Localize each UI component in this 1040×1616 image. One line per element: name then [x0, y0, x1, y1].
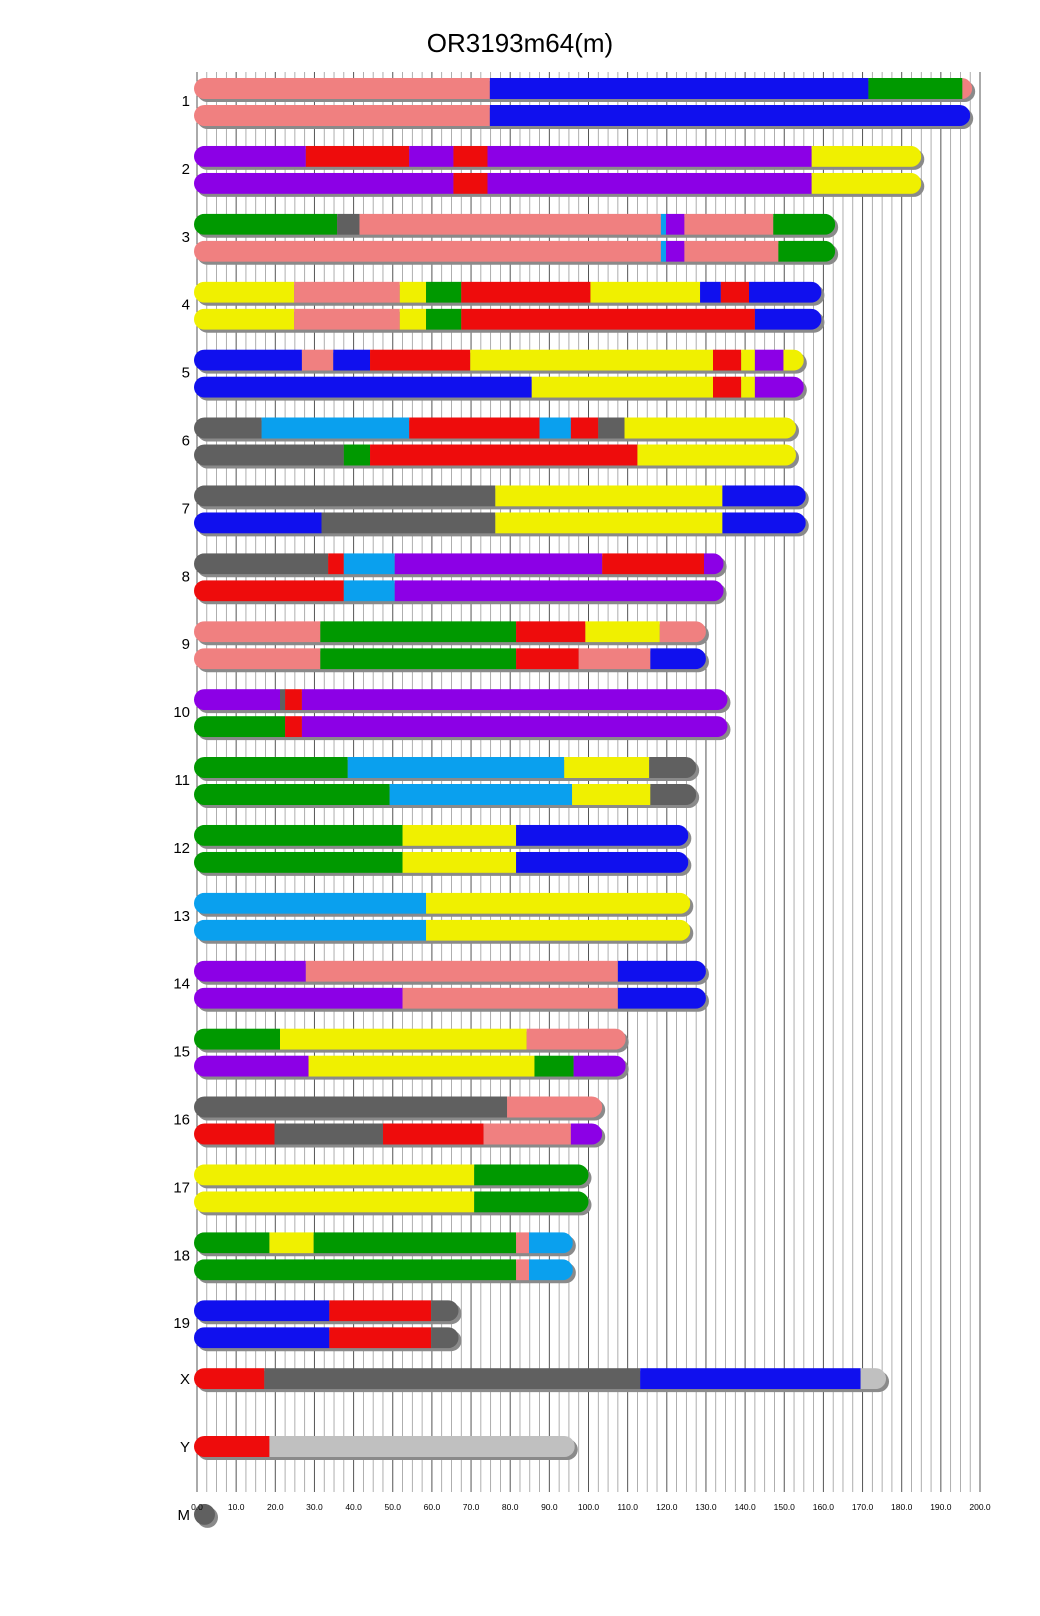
x-tick-label: 0.0: [191, 1502, 203, 1512]
chromosome-6-haplotype-1: [194, 418, 799, 442]
segment-lightgray: [269, 1436, 574, 1457]
segment-salmon: [359, 214, 660, 235]
segment-gray: [194, 445, 344, 466]
chromosome-19-haplotype-1: [194, 1300, 462, 1324]
segment-blue: [722, 485, 805, 506]
chromosome-13-haplotype-2: [194, 920, 693, 944]
chromosome-12-haplotype-2: [194, 852, 691, 876]
segment-yellow: [194, 282, 294, 303]
segment-red: [370, 350, 470, 371]
segment-gray: [431, 1300, 458, 1321]
chromosome-label-7: 7: [181, 500, 190, 518]
segment-salmon: [194, 78, 490, 99]
segment-blue: [194, 377, 532, 398]
x-tick-label: 50.0: [384, 1502, 402, 1512]
chromosome-18-haplotype-2: [194, 1259, 576, 1283]
x-tick-label: 90.0: [541, 1502, 558, 1512]
chromosome-11-haplotype-1: [194, 757, 699, 781]
segment-yellow: [637, 445, 796, 466]
chromosome-15-haplotype-2: [194, 1056, 629, 1080]
chromosome-4-haplotype-1: [194, 282, 824, 306]
chromosome-bars: [194, 78, 975, 1528]
chart-title: OR3193m64(m): [426, 28, 614, 58]
chromosome-16-haplotype-1: [194, 1097, 605, 1121]
segment-purple: [574, 1056, 626, 1077]
segment-salmon: [516, 1232, 529, 1253]
segment-gray: [280, 689, 285, 710]
segment-red: [409, 418, 539, 439]
chromosome-label-10: 10: [173, 704, 190, 722]
x-tick-label: 40.0: [345, 1502, 362, 1512]
chromosome-9-haplotype-1: [194, 621, 709, 645]
chromosome-label-9: 9: [181, 636, 190, 654]
segment-red: [571, 418, 598, 439]
segment-blue: [194, 350, 302, 371]
segment-salmon: [403, 988, 618, 1009]
segment-purple: [409, 146, 453, 167]
segment-cyan: [262, 418, 410, 439]
chromosome-label-11: 11: [174, 772, 190, 789]
chromosome-label-6: 6: [181, 432, 190, 450]
segment-cyan: [348, 757, 564, 778]
chromosome-10-haplotype-2: [194, 716, 730, 740]
segment-blue: [194, 1327, 329, 1348]
segment-red: [516, 621, 585, 642]
x-tick-label: 160.0: [812, 1502, 835, 1512]
chromosome-label-15: 15: [173, 1043, 190, 1061]
segment-green: [320, 648, 516, 669]
chromosome-8-haplotype-1: [194, 553, 727, 577]
segment-yellow: [194, 1191, 474, 1212]
segment-yellow: [194, 1164, 474, 1185]
segment-cyan: [344, 553, 395, 574]
segment-red: [306, 146, 409, 167]
segment-yellow: [470, 350, 713, 371]
x-tick-label: 110.0: [617, 1502, 638, 1512]
x-tick-label: 30.0: [306, 1502, 323, 1512]
chromosome-7-haplotype-2: [194, 512, 809, 536]
segment-green: [773, 214, 835, 235]
chromosome-label-5: 5: [181, 364, 190, 382]
segment-cyan: [344, 580, 395, 601]
segment-blue: [640, 1368, 860, 1389]
segment-green: [194, 784, 390, 805]
segment-salmon: [527, 1029, 626, 1050]
segment-yellow: [403, 852, 517, 873]
segment-blue: [755, 309, 822, 330]
x-tick-label: 10.0: [227, 1502, 245, 1512]
chromosome-1-haplotype-2: [194, 105, 973, 129]
segment-salmon: [507, 1097, 602, 1118]
x-tick-label: 20.0: [267, 1502, 284, 1512]
segment-yellow: [400, 282, 426, 303]
segment-blue: [516, 852, 688, 873]
chromosome-label-12: 12: [173, 839, 190, 857]
segment-blue: [516, 825, 688, 846]
segment-salmon: [484, 1124, 571, 1145]
segment-gray: [194, 418, 262, 439]
chromosome-label-2: 2: [181, 160, 190, 178]
segment-red: [370, 445, 637, 466]
segment-green: [194, 1029, 280, 1050]
segment-blue: [618, 961, 706, 982]
segment-blue: [618, 988, 706, 1009]
x-tick-label: 120.0: [656, 1502, 678, 1512]
chromosome-5-haplotype-2: [194, 377, 807, 401]
segment-green: [534, 1056, 573, 1077]
x-tick-label: 170.0: [851, 1502, 874, 1512]
segment-cyan: [194, 893, 426, 914]
chromosome-8-haplotype-2: [194, 580, 727, 604]
segment-yellow: [625, 418, 796, 439]
segment-red: [721, 282, 749, 303]
x-tick-label: 200.0: [969, 1502, 991, 1512]
segment-purple: [194, 988, 403, 1009]
chromosome-4-haplotype-2: [194, 309, 824, 333]
segment-purple: [302, 689, 728, 710]
segment-red: [194, 1436, 269, 1457]
x-tick-label: 150.0: [773, 1502, 795, 1512]
chromosome-11-haplotype-2: [194, 784, 699, 808]
segment-red: [453, 173, 487, 194]
chromosome-Y-haplotype-1: [194, 1436, 578, 1460]
segment-blue: [194, 1300, 329, 1321]
chromosome-label-14: 14: [173, 975, 190, 993]
segment-salmon: [660, 621, 706, 642]
segment-purple: [395, 580, 724, 601]
chromosome-label-1: 1: [181, 93, 190, 110]
chromosome-label-13: 13: [173, 907, 190, 925]
segment-salmon: [194, 621, 320, 642]
segment-purple: [666, 241, 684, 262]
segment-red: [194, 580, 344, 601]
chromosome-17-haplotype-1: [194, 1164, 592, 1188]
segment-purple: [395, 553, 602, 574]
segment-yellow: [400, 309, 426, 330]
segment-salmon: [684, 214, 773, 235]
segment-gray: [598, 418, 624, 439]
segment-blue: [749, 282, 821, 303]
chromosome-label-M: M: [177, 1506, 190, 1524]
segment-yellow: [495, 512, 722, 533]
segment-green: [474, 1164, 588, 1185]
segment-cyan: [390, 784, 572, 805]
x-tick-label: 100.0: [577, 1502, 600, 1512]
chromosome-label-X: X: [179, 1371, 190, 1389]
segment-green: [314, 1232, 516, 1253]
segment-cyan: [194, 920, 426, 941]
segment-green: [426, 309, 461, 330]
segment-green: [194, 1259, 516, 1280]
chromosome-labels: [173, 93, 190, 1524]
segment-green: [194, 716, 285, 737]
segment-red: [713, 350, 741, 371]
chromosome-9-haplotype-2: [194, 648, 709, 672]
chromosome-3-haplotype-2: [194, 241, 838, 265]
segment-yellow: [426, 920, 690, 941]
chromosome-19-haplotype-2: [194, 1327, 462, 1351]
segment-blue: [490, 78, 869, 99]
segment-red: [194, 1368, 264, 1389]
chromosome-2-haplotype-1: [194, 146, 924, 170]
segment-yellow: [572, 784, 650, 805]
segment-red: [328, 553, 344, 574]
segment-yellow: [495, 485, 722, 506]
segment-yellow: [403, 825, 517, 846]
x-tick-label: 70.0: [462, 1502, 480, 1512]
segment-gray: [650, 784, 696, 805]
segment-yellow: [812, 146, 922, 167]
segment-purple: [302, 716, 728, 737]
segment-red: [285, 716, 302, 737]
segment-purple: [666, 214, 684, 235]
segment-salmon: [294, 282, 400, 303]
chromosome-13-haplotype-1: [194, 893, 693, 917]
segment-gray: [194, 1097, 507, 1118]
segment-cyan: [540, 418, 571, 439]
segment-salmon: [684, 241, 778, 262]
segment-yellow: [269, 1232, 313, 1253]
chromosome-12-haplotype-1: [194, 825, 691, 849]
segment-purple: [194, 961, 306, 982]
chromosome-7-haplotype-1: [194, 485, 809, 509]
segment-yellow: [564, 757, 649, 778]
chromosome-10-haplotype-1: [194, 689, 730, 713]
segment-green: [320, 621, 516, 642]
segment-gray: [431, 1327, 458, 1348]
segment-gray: [649, 757, 696, 778]
segment-cyan: [529, 1259, 573, 1280]
segment-green: [194, 757, 348, 778]
chromosome-label-19: 19: [173, 1315, 190, 1333]
segment-gray: [264, 1368, 640, 1389]
segment-yellow: [309, 1056, 535, 1077]
segment-salmon: [516, 1259, 529, 1280]
segment-yellow: [426, 893, 690, 914]
segment-cyan: [661, 214, 666, 235]
segment-red: [461, 282, 590, 303]
segment-salmon: [194, 105, 490, 126]
segment-gray: [194, 485, 495, 506]
x-tick-label: 130.0: [695, 1502, 717, 1512]
segment-blue: [650, 648, 706, 669]
chromosome-1-haplotype-1: [194, 78, 975, 102]
segment-blue: [722, 512, 805, 533]
chromosome-X-haplotype-1: [194, 1368, 889, 1392]
segment-blue: [490, 105, 970, 126]
segment-yellow: [783, 350, 803, 371]
segment-purple: [755, 377, 804, 398]
chromosome-label-4: 4: [181, 296, 190, 314]
segment-salmon: [194, 648, 320, 669]
chromosome-2-haplotype-2: [194, 173, 924, 197]
segment-yellow: [585, 621, 659, 642]
segment-green: [194, 214, 337, 235]
chromosome-label-17: 17: [173, 1179, 190, 1197]
chromosome-label-18: 18: [173, 1247, 190, 1265]
segment-purple: [194, 146, 306, 167]
chromosome-label-Y: Y: [179, 1439, 190, 1456]
segment-green: [474, 1191, 588, 1212]
segment-yellow: [280, 1029, 527, 1050]
chromosome-label-8: 8: [181, 568, 190, 586]
segment-cyan: [529, 1232, 573, 1253]
segment-red: [383, 1124, 484, 1145]
segment-yellow: [532, 377, 713, 398]
x-axis-ticks: [191, 1502, 991, 1512]
segment-purple: [571, 1124, 602, 1145]
chromosome-14-haplotype-2: [194, 988, 709, 1012]
segment-purple: [487, 173, 811, 194]
segment-purple: [194, 173, 453, 194]
segment-salmon: [194, 241, 661, 262]
segment-gray: [194, 553, 328, 574]
chromosome-14-haplotype-1: [194, 961, 709, 985]
segment-red: [329, 1300, 431, 1321]
segment-salmon: [579, 648, 651, 669]
segment-purple: [194, 1056, 309, 1077]
segment-blue: [194, 512, 321, 533]
segment-green: [426, 282, 461, 303]
segment-salmon: [302, 350, 333, 371]
segment-blue: [333, 350, 370, 371]
segment-red: [516, 648, 579, 669]
segment-yellow: [741, 377, 755, 398]
segment-purple: [194, 689, 280, 710]
segment-red: [461, 309, 755, 330]
segment-cyan: [661, 241, 666, 262]
chromosome-3-haplotype-1: [194, 214, 838, 238]
chromosome-5-haplotype-1: [194, 350, 807, 374]
segment-green: [194, 1232, 269, 1253]
segment-gray: [321, 512, 495, 533]
chromosome-label-3: 3: [181, 228, 190, 246]
segment-green: [778, 241, 835, 262]
segment-salmon: [294, 309, 400, 330]
segment-red: [602, 553, 704, 574]
segment-green: [194, 852, 403, 873]
segment-yellow: [194, 309, 294, 330]
segment-red: [194, 1124, 275, 1145]
segment-yellow: [741, 350, 755, 371]
chromosome-15-haplotype-1: [194, 1029, 629, 1053]
x-tick-label: 60.0: [423, 1502, 441, 1512]
chromosome-16-haplotype-2: [194, 1124, 605, 1148]
segment-blue: [700, 282, 721, 303]
segment-green: [868, 78, 962, 99]
segment-green: [344, 445, 370, 466]
x-tick-label: 140.0: [734, 1502, 756, 1512]
chromosome-18-haplotype-1: [194, 1232, 576, 1256]
segment-red: [713, 377, 741, 398]
segment-gray: [275, 1124, 383, 1145]
segment-red: [285, 689, 302, 710]
segment-red: [453, 146, 487, 167]
x-tick-label: 80.0: [501, 1502, 519, 1512]
segment-yellow: [590, 282, 700, 303]
chromosome-17-haplotype-2: [194, 1191, 592, 1215]
segment-purple: [487, 146, 811, 167]
segment-yellow: [812, 173, 922, 194]
segment-gray: [337, 214, 359, 235]
segment-purple: [755, 350, 784, 371]
x-tick-label: 180.0: [891, 1502, 913, 1512]
segment-lightgray: [861, 1368, 886, 1389]
x-tick-label: 190.0: [930, 1502, 952, 1512]
segment-red: [329, 1327, 431, 1348]
chromosome-6-haplotype-2: [194, 445, 799, 469]
segment-green: [194, 825, 403, 846]
chromosome-label-16: 16: [173, 1111, 190, 1129]
segment-salmon: [306, 961, 618, 982]
